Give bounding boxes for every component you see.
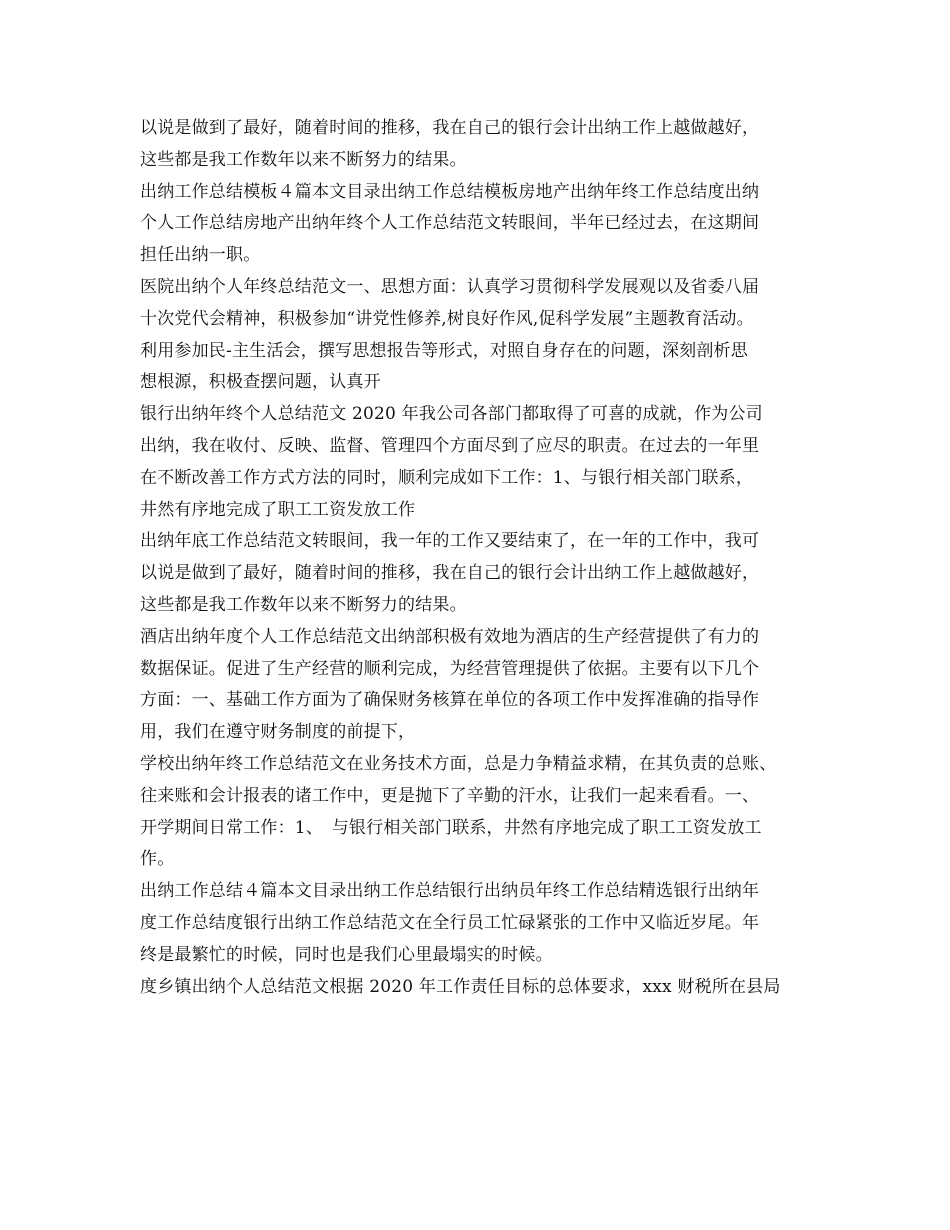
text-line: 作。 bbox=[140, 849, 175, 870]
text-line: 学校出纳年终工作总结范文在业务技术方面，总是力争精益求精，在其负责的总账、 bbox=[140, 753, 777, 774]
text-line: 十次党代会精神，积极参加“讲党性修养,树良好作风,促科学发展”主题教育活动。 bbox=[140, 308, 754, 329]
paragraph-9 bbox=[140, 972, 830, 1004]
paragraph-4 bbox=[140, 399, 830, 526]
paragraph-7 bbox=[140, 749, 830, 876]
text-line: 度工作总结度银行出纳工作总结范文在全行员工忙碌紧张的工作中又临近岁尾。年 bbox=[140, 912, 760, 933]
paragraph-3 bbox=[140, 272, 830, 399]
text-line: 想根源，积极查摆问题，认真开 bbox=[140, 372, 381, 393]
text-line: 银行出纳年终个人总结范文 2020 年我公司各部门都取得了可喜的成就，作为公司 bbox=[140, 404, 763, 425]
text-line: 方面：一、基础工作方面为了确保财务核算在单位的各项工作中发挥准确的指导作 bbox=[140, 690, 760, 711]
text-line: 个人工作总结房地产出纳年终个人工作总结范文转眼间，半年已经过去，在这期间 bbox=[140, 213, 760, 234]
text-line: 出纳年底工作总结范文转眼间，我一年的工作又要结束了，在一年的工作中，我可 bbox=[140, 531, 760, 552]
text-line: 开学期间日常工作：1、 与银行相关部门联系，井然有序地完成了职工工资发放工 bbox=[140, 817, 762, 838]
text-line: 往来账和会计报表的诸工作中，更是抛下了辛勤的汗水，让我们一起来看看。一、 bbox=[140, 785, 760, 806]
text-line: 出纳，我在收付、反映、监督、管理四个方面尽到了应尽的职责。在过去的一年里 bbox=[140, 435, 760, 456]
paragraph-1 bbox=[140, 113, 830, 177]
text-line: 以说是做到了最好，随着时间的推移，我在自己的银行会计出纳工作上越做越好， bbox=[140, 563, 760, 584]
text-line: 出纳工作总结４篇本文目录出纳工作总结银行出纳员年终工作总结精选银行出纳年 bbox=[140, 881, 760, 902]
text-line: 度乡镇出纳个人总结范文根据 2020 年工作责任目标的总体要求，xxx 财税所在县局 bbox=[140, 976, 781, 997]
text-line: 出纳工作总结模板４篇本文目录出纳工作总结模板房地产出纳年终工作总结度出纳 bbox=[140, 181, 760, 202]
text-line: 用，我们在遵守财务制度的前提下， bbox=[140, 722, 416, 743]
document-body bbox=[140, 113, 830, 1003]
text-line: 数据保证。促进了生产经营的顺利完成，为经营管理提供了依据。主要有以下几个 bbox=[140, 658, 760, 679]
paragraph-6 bbox=[140, 622, 830, 749]
text-line: 担任出纳一职。 bbox=[140, 245, 261, 266]
text-line: 酒店出纳年度个人工作总结范文出纳部积极有效地为酒店的生产经营提供了有力的 bbox=[140, 626, 760, 647]
text-line: 在不断改善工作方式方法的同时，顺利完成如下工作：1、与银行相关部门联系， bbox=[140, 467, 754, 488]
paragraph-2 bbox=[140, 177, 830, 272]
text-line: 以说是做到了最好，随着时间的推移，我在自己的银行会计出纳工作上越做越好， bbox=[140, 118, 760, 138]
text-line: 井然有序地完成了职工工资发放工作 bbox=[140, 499, 416, 520]
text-line: 这些都是我工作数年以来不断努力的结果。 bbox=[140, 594, 467, 615]
text-line: 这些都是我工作数年以来不断努力的结果。 bbox=[140, 149, 467, 170]
text-line: 医院出纳个人年终总结范文一、思想方面：认真学习贯彻科学发展观以及省委八届 bbox=[140, 276, 760, 297]
paragraph-5 bbox=[140, 526, 830, 621]
paragraph-8 bbox=[140, 876, 830, 971]
text-line: 终是最繁忙的时候，同时也是我们心里最塌实的时候。 bbox=[140, 944, 553, 965]
text-line: 利用参加民-主生活会，撰写思想报告等形式，对照自身存在的问题，深刻剖析思 bbox=[140, 340, 748, 361]
